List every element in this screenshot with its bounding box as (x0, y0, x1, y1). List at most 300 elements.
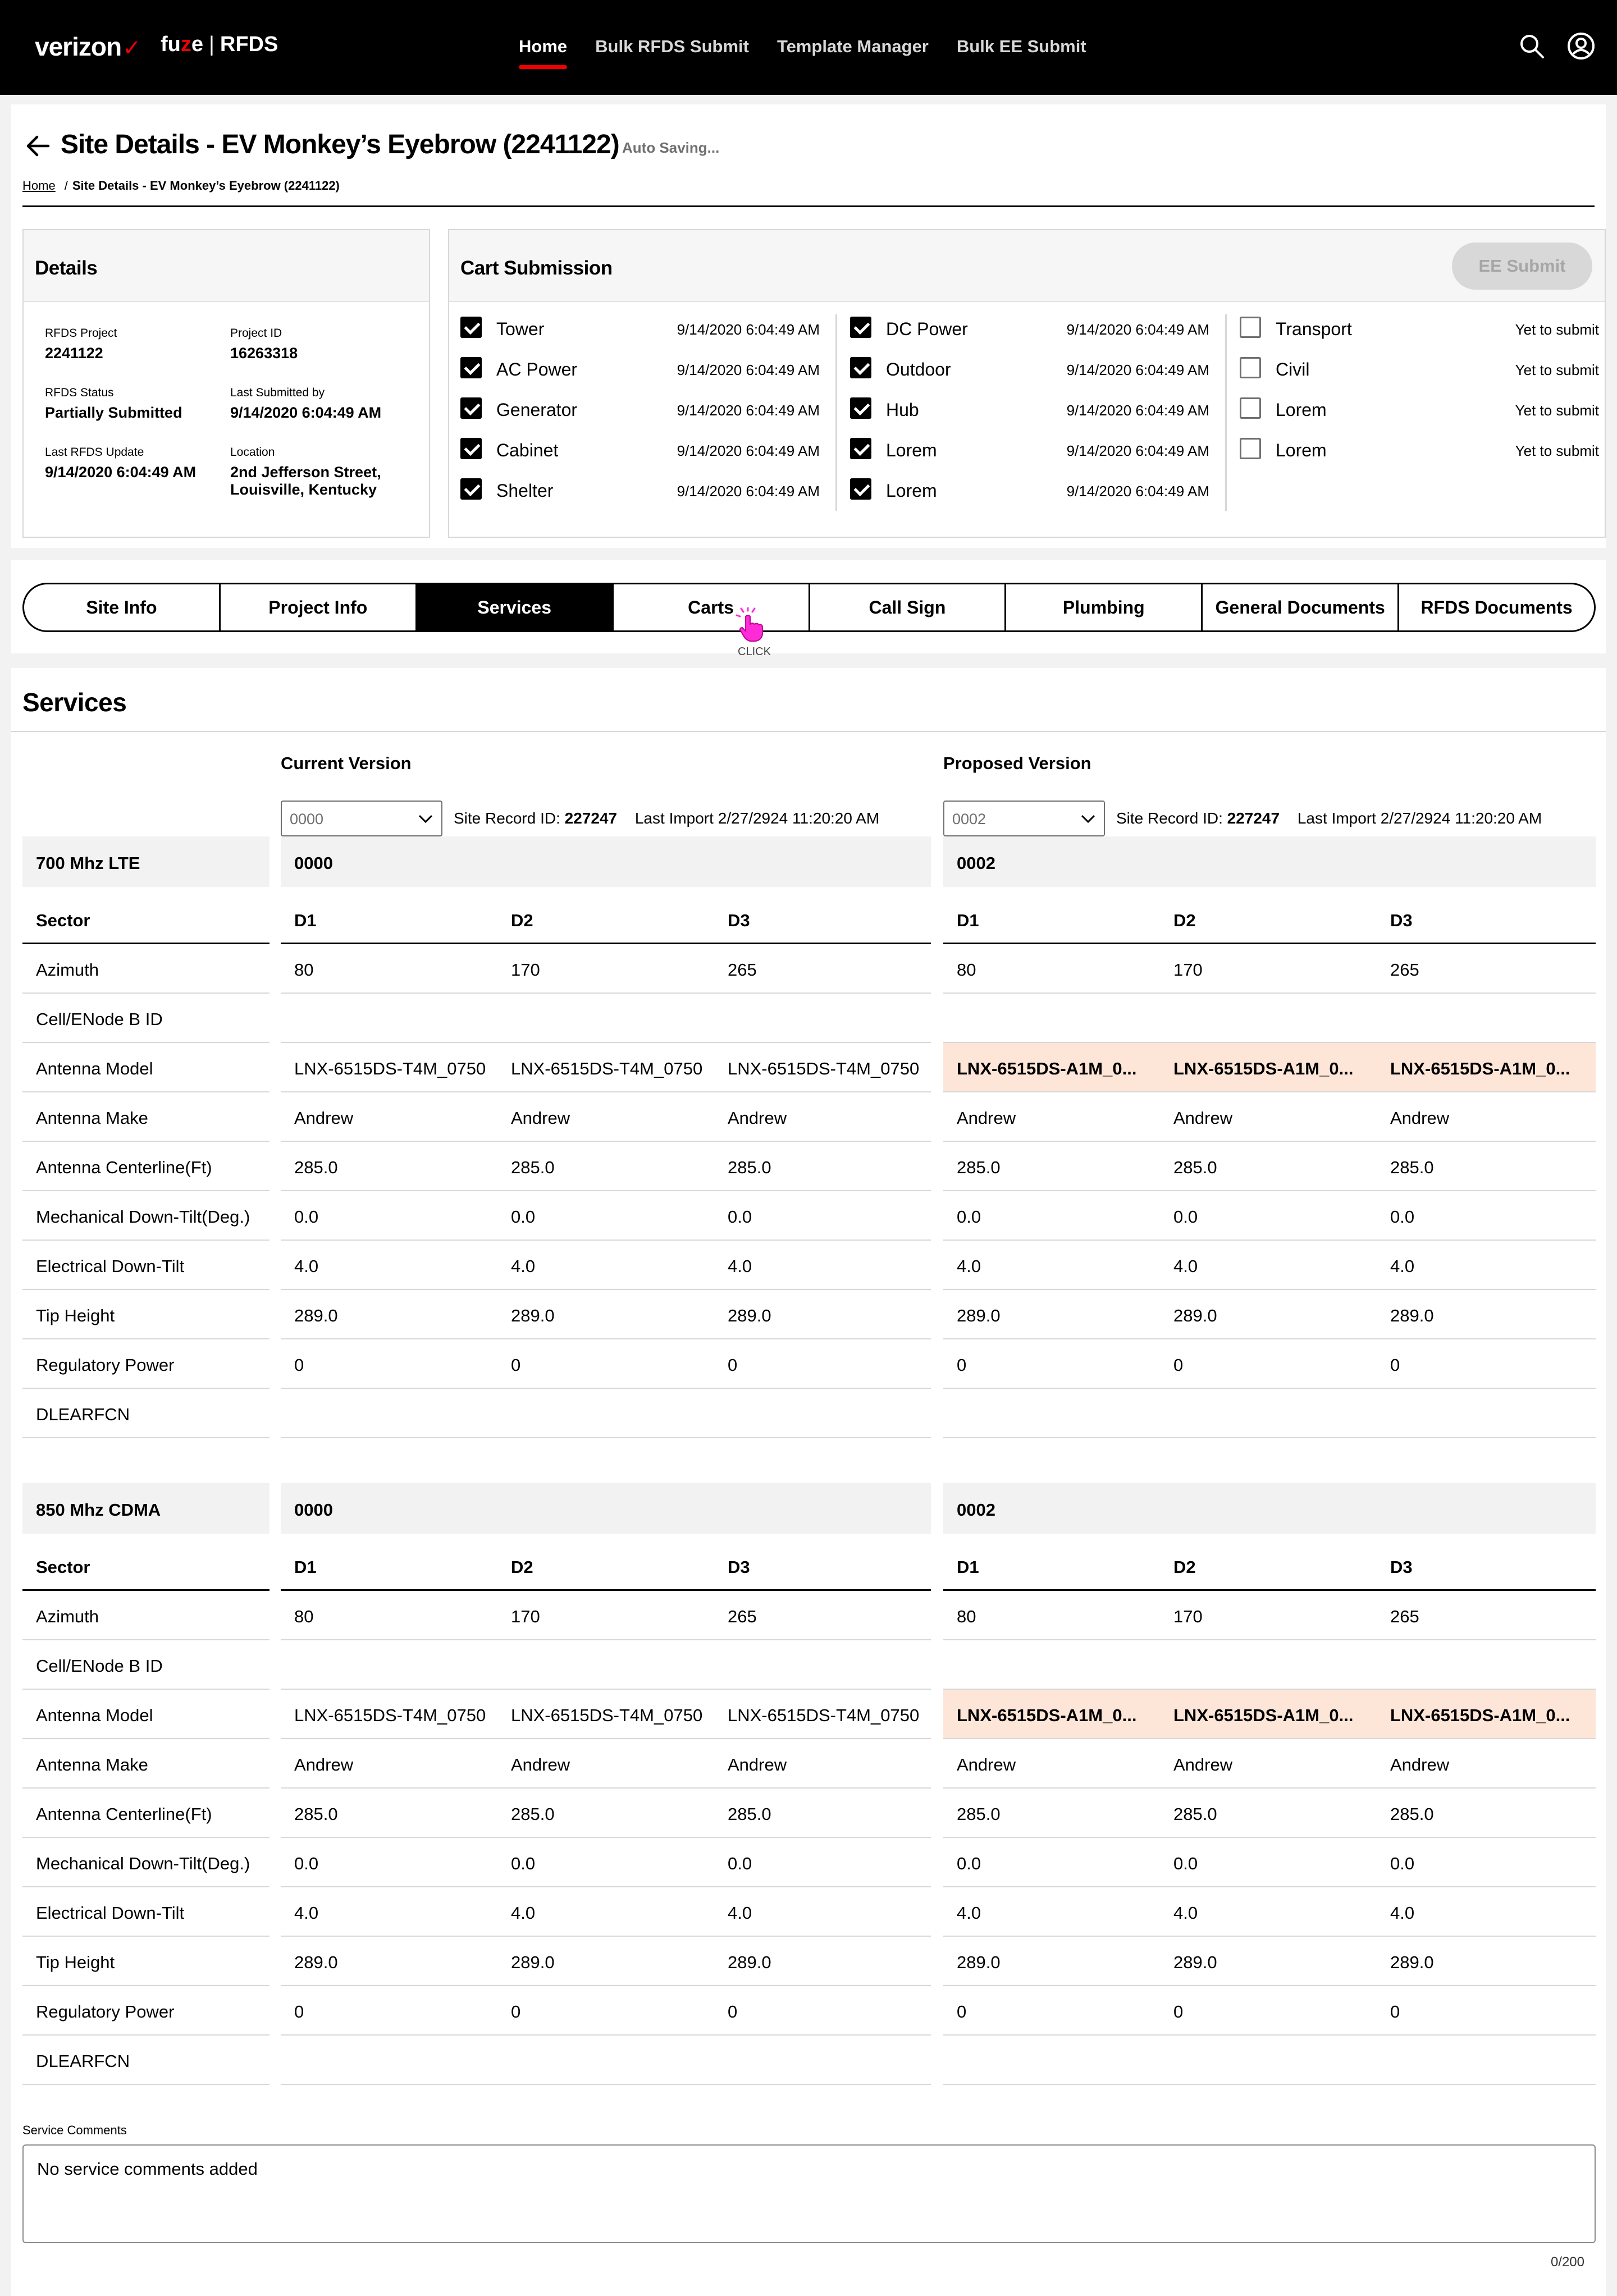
cart-item-name: DC Power (886, 319, 968, 339)
sector-column-header: D3 (714, 1542, 931, 1591)
table-cell (497, 1389, 714, 1438)
table-cell: 4.0 (497, 1241, 714, 1290)
cart-item-name: Lorem (886, 481, 937, 501)
table-cell: 289.0 (1160, 1937, 1377, 1986)
details-panel-header (24, 230, 429, 302)
row-label: DLEARFCN (22, 1389, 270, 1438)
table-cell: 0.0 (943, 1838, 1160, 1887)
table-cell (714, 1640, 931, 1690)
table-cell: 4.0 (281, 1241, 497, 1290)
table-cell: 0.0 (281, 1191, 497, 1241)
table-cell: 4.0 (1160, 1887, 1377, 1937)
table-cell: 0 (714, 1986, 931, 2036)
table-cell: 0.0 (1160, 1191, 1377, 1241)
tab-plumbing[interactable]: Plumbing (1004, 584, 1201, 630)
changed-cell: LNX-6515DS-A1M_0... (1160, 1043, 1377, 1092)
band-name: 700 Mhz LTE (22, 836, 270, 887)
cart-column-2 (850, 309, 1209, 511)
table-cell: LNX-6515DS-T4M_0750 (714, 1043, 931, 1092)
table-cell: 285.0 (1160, 1142, 1377, 1191)
table-cell: Andrew (1160, 1092, 1377, 1142)
cart-item-name: Transport (1276, 319, 1352, 339)
cart-column-divider (835, 314, 837, 511)
row-label: Tip Height (22, 1290, 270, 1339)
current-version-number: 0000 (281, 836, 931, 887)
cart-item-status: Yet to submit (1515, 442, 1599, 459)
proposed-version-number: 0002 (943, 836, 1596, 887)
site-header-card (11, 104, 1606, 548)
table-cell: 0 (714, 1339, 931, 1389)
cart-item-status: 9/14/2020 6:04:49 AM (677, 442, 820, 459)
section-tabs (22, 583, 1596, 632)
sector-column-header: D1 (943, 895, 1160, 944)
cart-column-3 (1240, 309, 1599, 470)
table-cell (281, 1640, 497, 1690)
sector-column-header: D3 (1377, 895, 1596, 944)
current-version-select-value: 0000 (290, 811, 324, 827)
table-cell: 0.0 (1160, 1838, 1377, 1887)
table-cell: 0 (943, 1339, 1160, 1389)
table-cell: 4.0 (1377, 1241, 1596, 1290)
proposed-version-select-value: 0002 (952, 811, 986, 827)
table-cell (943, 994, 1160, 1043)
services-card (11, 668, 1606, 2296)
table-cell: 289.0 (1377, 1937, 1596, 1986)
current-version-meta (454, 809, 879, 827)
detail-rfds-project (45, 327, 117, 362)
user-account-icon[interactable] (1566, 31, 1596, 61)
table-cell: Andrew (1377, 1092, 1596, 1142)
cart-item-status: 9/14/2020 6:04:49 AM (1066, 402, 1209, 419)
table-cell (497, 994, 714, 1043)
table-cell: 4.0 (943, 1241, 1160, 1290)
logo-divider: | (209, 33, 214, 56)
checkbox-checked[interactable] (850, 478, 871, 500)
table-cell: Andrew (714, 1092, 931, 1142)
detail-label: Project ID (230, 327, 282, 340)
table-cell: 0.0 (714, 1191, 931, 1241)
table-cell: 265 (1377, 944, 1596, 994)
cart-item-name: Cabinet (496, 440, 559, 460)
character-counter: 0/200 (1550, 2254, 1584, 2270)
checkbox-unchecked[interactable] (1240, 438, 1261, 459)
cart-item-name: AC Power (496, 359, 578, 379)
table-cell: 285.0 (1377, 1142, 1596, 1191)
cart-item-status: 9/14/2020 6:04:49 AM (677, 321, 820, 338)
row-label: Azimuth (22, 1591, 270, 1640)
tab-call-sign[interactable]: Call Sign (808, 584, 1005, 630)
cart-item-status: 9/14/2020 6:04:49 AM (677, 402, 820, 419)
table-cell: 0 (1160, 1339, 1377, 1389)
cart-item-status: 9/14/2020 6:04:49 AM (677, 483, 820, 500)
cart-item-name: Lorem (886, 440, 937, 460)
cart-item-name: Lorem (1276, 440, 1327, 460)
search-icon[interactable] (1517, 31, 1546, 61)
table-cell: 0 (1377, 1339, 1596, 1389)
ee-submit-button[interactable]: EE Submit (1452, 243, 1592, 290)
chevron-down-icon (418, 813, 433, 824)
sector-column-header: D3 (1377, 1542, 1596, 1591)
cart-item-name: Shelter (496, 481, 554, 501)
site-record-label: Site Record ID: (454, 809, 560, 827)
table-cell: Andrew (281, 1739, 497, 1789)
table-cell (281, 994, 497, 1043)
checkbox-checked[interactable] (460, 357, 482, 378)
detail-value: 9/14/2020 6:04:49 AM (45, 464, 197, 481)
detail-label: Last Submitted by (230, 386, 325, 399)
table-cell: 0.0 (1377, 1191, 1596, 1241)
row-label: Regulatory Power (22, 1986, 270, 2036)
cart-panel-header (449, 230, 1605, 302)
app-logo[interactable] (161, 33, 278, 57)
row-label: Antenna Model (22, 1043, 270, 1092)
checkbox-checked[interactable] (460, 438, 482, 459)
breadcrumb-current: Site Details - EV Monkey’s Eyebrow (2241122) (72, 179, 340, 193)
cart-item-status: 9/14/2020 6:04:49 AM (1066, 483, 1209, 500)
cart-item (460, 349, 820, 390)
checkbox-checked[interactable] (460, 397, 482, 419)
table-cell: 285.0 (714, 1142, 931, 1191)
verizon-logo[interactable] (35, 31, 141, 62)
tab-general-documents[interactable]: General Documents (1201, 584, 1397, 630)
sector-column-header: D2 (497, 895, 714, 944)
service-comments-field[interactable] (22, 2144, 1596, 2243)
cart-item-name: Generator (496, 400, 578, 420)
table-cell: 170 (1160, 944, 1377, 994)
detail-value: 2nd Jefferson Street, Louisville, Kentucky (230, 464, 381, 498)
last-import-text: Last Import 2/27/2924 11:20:20 AM (634, 809, 880, 827)
table-cell: 4.0 (281, 1887, 497, 1937)
table-cell: 80 (281, 944, 497, 994)
table-cell: 285.0 (281, 1142, 497, 1191)
current-version-number: 0000 (281, 1483, 931, 1534)
cart-item-name: Lorem (1276, 400, 1327, 420)
table-cell: 4.0 (497, 1887, 714, 1937)
services-title: Services (22, 688, 127, 717)
table-cell (714, 994, 931, 1043)
table-cell: 289.0 (1160, 1290, 1377, 1339)
site-record-label: Site Record ID: (1116, 809, 1223, 827)
cart-item-name: Civil (1276, 359, 1310, 379)
table-cell (943, 1640, 1160, 1690)
table-cell: 289.0 (943, 1937, 1160, 1986)
table-cell: 0 (281, 1986, 497, 2036)
table-cell (497, 2036, 714, 2085)
table-cell (1160, 1389, 1377, 1438)
row-label: Antenna Make (22, 1092, 270, 1142)
table-cell (281, 2036, 497, 2085)
sector-header: Sector (22, 1542, 270, 1591)
tab-project-info[interactable]: Project Info (219, 584, 415, 630)
table-cell: 0 (497, 1986, 714, 2036)
table-cell: 0 (497, 1339, 714, 1389)
table-cell (1377, 1640, 1596, 1690)
page-title: Site Details - EV Monkey’s Eyebrow (2241122) (61, 130, 619, 159)
cart-item (460, 309, 820, 349)
table-cell: 285.0 (714, 1789, 931, 1838)
table-cell: 0.0 (943, 1191, 1160, 1241)
detail-value: 9/14/2020 6:04:49 AM (230, 404, 382, 421)
table-cell: LNX-6515DS-T4M_0750 (497, 1043, 714, 1092)
header-divider (22, 205, 1595, 207)
sector-column-header: D2 (1160, 895, 1377, 944)
table-cell: 289.0 (497, 1290, 714, 1339)
table-cell: 289.0 (281, 1290, 497, 1339)
detail-last-rfds-update (45, 446, 196, 481)
proposed-version-meta (1116, 809, 1542, 827)
current-version-controls (281, 801, 879, 836)
changed-cell: LNX-6515DS-A1M_0... (1377, 1690, 1596, 1739)
detail-label: Location (230, 446, 275, 459)
detail-project-id (230, 327, 298, 362)
detail-value: 2241122 (45, 345, 103, 362)
table-cell: 285.0 (497, 1142, 714, 1191)
row-label: Tip Height (22, 1937, 270, 1986)
sector-column-header: D3 (714, 895, 931, 944)
tab-services[interactable]: Services (415, 584, 612, 630)
changed-cell: LNX-6515DS-A1M_0... (943, 1690, 1160, 1739)
table-cell: Andrew (281, 1092, 497, 1142)
proposed-version-select[interactable] (943, 801, 1105, 836)
table-cell: 170 (497, 1591, 714, 1640)
table-cell (497, 1640, 714, 1690)
tab-site-info[interactable]: Site Info (86, 597, 157, 618)
table-cell: 0.0 (497, 1838, 714, 1887)
verizon-check-mark-icon: ✓ (122, 36, 141, 61)
table-cell: 4.0 (943, 1887, 1160, 1937)
row-label: Antenna Centerline(Ft) (22, 1789, 270, 1838)
table-cell: 289.0 (281, 1937, 497, 1986)
table-cell (943, 1389, 1160, 1438)
table-cell: 0 (281, 1339, 497, 1389)
table-cell: 4.0 (1377, 1887, 1596, 1937)
cart-item (850, 309, 1209, 349)
sector-column-header: D1 (281, 895, 497, 944)
last-import-text: Last Import 2/27/2924 11:20:20 AM (1297, 809, 1542, 827)
table-cell: 285.0 (1377, 1789, 1596, 1838)
changed-cell: LNX-6515DS-A1M_0... (943, 1043, 1160, 1092)
table-cell: 4.0 (714, 1887, 931, 1937)
services-divider (11, 731, 1606, 732)
cart-item (1240, 430, 1599, 470)
row-label: Regulatory Power (22, 1339, 270, 1389)
table-cell: 285.0 (281, 1789, 497, 1838)
row-label: Electrical Down-Tilt (22, 1887, 270, 1937)
cart-item (1240, 390, 1599, 430)
cart-item-status: Yet to submit (1515, 402, 1599, 419)
table-cell: 285.0 (943, 1142, 1160, 1191)
back-arrow-icon[interactable] (25, 132, 52, 159)
row-label: Antenna Model (22, 1690, 270, 1739)
checkbox-checked[interactable] (460, 478, 482, 500)
table-cell: 289.0 (497, 1937, 714, 1986)
cart-item-status: 9/14/2020 6:04:49 AM (1066, 321, 1209, 338)
sector-column-header: D2 (497, 1542, 714, 1591)
table-cell (714, 2036, 931, 2085)
table-cell: LNX-6515DS-T4M_0750 (281, 1043, 497, 1092)
site-record-id: 227247 (564, 809, 618, 827)
row-label: Cell/ENode B ID (22, 1640, 270, 1690)
sector-column-header: D1 (943, 1542, 1160, 1591)
changed-cell: LNX-6515DS-A1M_0... (1160, 1690, 1377, 1739)
table-cell: 0 (1377, 1986, 1596, 2036)
checkbox-unchecked[interactable] (1240, 397, 1261, 419)
row-label: DLEARFCN (22, 2036, 270, 2085)
cart-item-status: 9/14/2020 6:04:49 AM (1066, 362, 1209, 378)
click-indicator-label: CLICK (738, 646, 771, 658)
row-label: Cell/ENode B ID (22, 994, 270, 1043)
verizon-wordmark: verizon (35, 32, 122, 61)
breadcrumb (22, 179, 340, 193)
cart-item-status: 9/14/2020 6:04:49 AM (677, 362, 820, 378)
table-cell: 265 (1377, 1591, 1596, 1640)
cart-item-status: Yet to submit (1515, 321, 1599, 338)
table-cell: 0 (943, 1986, 1160, 2036)
app-name: RFDS (220, 33, 278, 56)
table-cell: 285.0 (497, 1789, 714, 1838)
row-label: Mechanical Down-Tilt(Deg.) (22, 1838, 270, 1887)
cart-item-name: Outdoor (886, 359, 951, 379)
table-cell: 80 (281, 1591, 497, 1640)
row-label: Mechanical Down-Tilt(Deg.) (22, 1191, 270, 1241)
row-label: Antenna Centerline(Ft) (22, 1142, 270, 1191)
table-cell: LNX-6515DS-T4M_0750 (497, 1690, 714, 1739)
current-version-select[interactable] (281, 801, 442, 836)
detail-rfds-status (45, 386, 182, 422)
table-cell: Andrew (1160, 1739, 1377, 1789)
table-cell: 0.0 (497, 1191, 714, 1241)
table-cell: 80 (943, 1591, 1160, 1640)
table-cell (1160, 1640, 1377, 1690)
table-cell (714, 1389, 931, 1438)
table-cell: 0 (1160, 1986, 1377, 2036)
table-cell: LNX-6515DS-T4M_0750 (281, 1690, 497, 1739)
table-cell: 0.0 (1377, 1838, 1596, 1887)
table-cell: Andrew (714, 1739, 931, 1789)
details-title: Details (35, 257, 98, 279)
table-cell (1377, 2036, 1596, 2085)
detail-label: RFDS Project (45, 327, 117, 340)
details-panel (22, 229, 430, 538)
band-name: 850 Mhz CDMA (22, 1483, 270, 1534)
table-cell (1377, 1389, 1596, 1438)
cart-item-status: Yet to submit (1515, 362, 1599, 378)
table-cell: Andrew (943, 1092, 1160, 1142)
cart-item (460, 430, 820, 470)
cart-item (850, 430, 1209, 470)
table-cell: 0.0 (714, 1838, 931, 1887)
table-cell (281, 1389, 497, 1438)
cart-item (850, 390, 1209, 430)
sector-header: Sector (22, 895, 270, 944)
checkbox-unchecked[interactable] (1240, 317, 1261, 338)
detail-label: Last RFDS Update (45, 446, 144, 459)
chevron-down-icon (1080, 813, 1096, 824)
table-cell: Andrew (1377, 1739, 1596, 1789)
table-cell: 285.0 (1160, 1789, 1377, 1838)
proposed-version-controls (943, 801, 1542, 836)
sector-column-header: D1 (281, 1542, 497, 1591)
cart-item-name: Hub (886, 400, 919, 420)
detail-last-submitted-by (230, 386, 381, 422)
table-cell: 289.0 (943, 1290, 1160, 1339)
table-cell: 289.0 (714, 1290, 931, 1339)
cart-item (850, 470, 1209, 511)
detail-label: RFDS Status (45, 386, 114, 399)
cart-submission-panel (448, 229, 1606, 538)
hand-pointer-cursor-icon (736, 607, 765, 642)
cart-item (460, 470, 820, 511)
cart-item (1240, 349, 1599, 390)
checkbox-unchecked[interactable] (1240, 357, 1261, 378)
checkbox-checked[interactable] (850, 438, 871, 459)
checkbox-checked[interactable] (460, 317, 482, 338)
table-cell: Andrew (943, 1739, 1160, 1789)
row-label: Antenna Make (22, 1739, 270, 1789)
checkbox-checked[interactable] (850, 317, 871, 338)
table-cell: Andrew (497, 1092, 714, 1142)
autosave-status: Auto Saving... (622, 139, 720, 156)
nav-bulk-ee-submit[interactable]: Bulk EE Submit (956, 36, 1086, 56)
table-cell: 265 (714, 944, 931, 994)
checkbox-checked[interactable] (850, 397, 871, 419)
table-cell (1160, 994, 1377, 1043)
proposed-version-label: Proposed Version (943, 753, 1091, 773)
tab-rfds-documents[interactable]: RFDS Documents (1397, 584, 1594, 630)
nav-home[interactable]: Home (519, 0, 567, 95)
tab-carts[interactable]: Carts (612, 584, 808, 630)
table-cell: 265 (714, 1591, 931, 1640)
current-version-label: Current Version (281, 753, 412, 773)
nav-bulk-rfds-submit[interactable]: Bulk RFDS Submit (595, 36, 749, 56)
table-cell: 4.0 (1160, 1241, 1377, 1290)
cart-item (460, 390, 820, 430)
cart-column-divider (1225, 314, 1227, 511)
table-cell: 289.0 (1377, 1290, 1596, 1339)
table-cell: 285.0 (943, 1789, 1160, 1838)
breadcrumb-home-link[interactable]: Home (22, 179, 56, 193)
cart-submission-title: Cart Submission (460, 257, 613, 279)
table-cell (943, 2036, 1160, 2085)
main-nav (519, 0, 1086, 95)
cart-column-1 (460, 309, 820, 511)
table-cell (1377, 994, 1596, 1043)
detail-value: Partially Submitted (45, 404, 182, 421)
table-cell: 4.0 (714, 1241, 931, 1290)
cart-item (1240, 309, 1599, 349)
checkbox-checked[interactable] (850, 357, 871, 378)
site-record-id: 227247 (1227, 809, 1280, 827)
table-cell: 170 (1160, 1591, 1377, 1640)
fuze-wordmark: fuze (161, 33, 204, 56)
sector-column-header: D2 (1160, 1542, 1377, 1591)
changed-cell: LNX-6515DS-A1M_0... (1377, 1043, 1596, 1092)
detail-value: 16263318 (230, 345, 298, 362)
table-cell: 80 (943, 944, 1160, 994)
table-cell: LNX-6515DS-T4M_0750 (714, 1690, 931, 1739)
service-comments-text: No service comments added (37, 2159, 258, 2179)
table-cell: 170 (497, 944, 714, 994)
row-label: Azimuth (22, 944, 270, 994)
cart-item-name: Tower (496, 319, 545, 339)
detail-location (230, 446, 399, 498)
nav-template-manager[interactable]: Template Manager (776, 36, 929, 56)
top-nav-bar (0, 0, 1617, 95)
proposed-version-number: 0002 (943, 1483, 1596, 1534)
cart-item-status: 9/14/2020 6:04:49 AM (1066, 442, 1209, 459)
tabs-card (11, 560, 1606, 653)
cart-item (850, 349, 1209, 390)
